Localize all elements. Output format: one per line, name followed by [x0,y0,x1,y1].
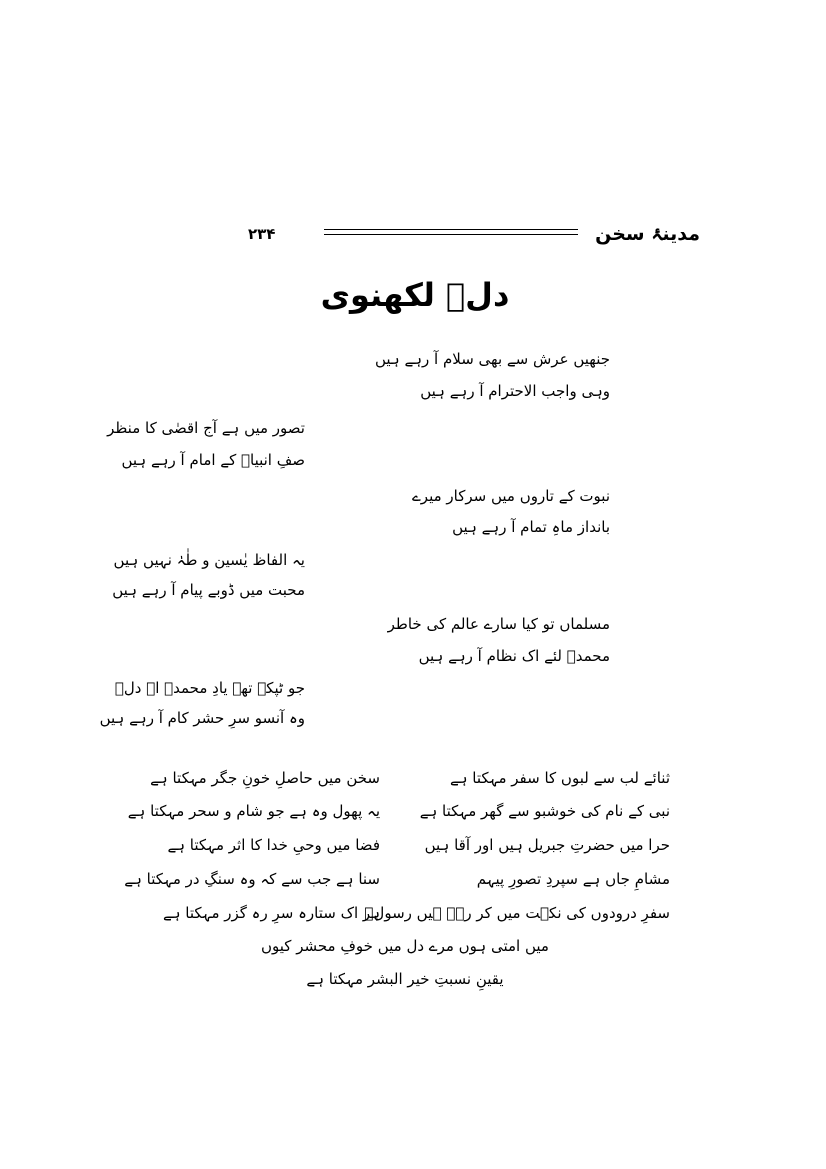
ghazal-couplet-2-line-1: تصور میں ہے آج اقصٰی کا منظر [107,419,305,437]
ghazal-couplet-6-line-2: وہ آنسو سرِ حشر کام آ رہے ہیں [99,709,305,727]
ghazal-couplet-2-line-2: صفِ انبیاؑ کے امام آ رہے ہیں [121,451,305,469]
ghazal-couplet-5-line-1: مسلماں تو کیا سارے عالم کی خاطر [387,615,610,633]
page-number: ۲۳۴ [248,225,276,243]
nazm-line-2-left: یہ پھول وہ ہے جو شام و سحر مہکتا ہے [127,802,380,820]
nazm-line-2-right: نبی کے نام کی خوشبو سے گھر مہکتا ہے [419,802,670,820]
ghazal-couplet-3-line-2: بانداز ماہِ تمام آ رہے ہیں [452,518,610,536]
closing-couplet-line-1: میں امتی ہوں مرے دل میں خوفِ محشر کیوں [261,937,549,955]
ghazal-couplet-4-line-1: یہ الفاظ یٰسین و طٰہٰ نہیں ہیں [113,551,305,569]
nazm-line-3-right: حرا میں حضرتِ جبریل ہیں اور آقا ہیں [424,836,670,854]
ghazal-couplet-5-line-2: محمدؐ لئے اک نظام آ رہے ہیں [418,647,610,665]
running-header-title: مدینۂ سخن [595,223,700,245]
ghazal-couplet-3-line-1: نبوت کے تاروں میں سرکار میرے [412,487,610,505]
nazm-line-4-left: سنا ہے جب سے کہ وہ سنگِ در مہکتا ہے [124,870,380,888]
header-rule-bottom [324,234,578,235]
nazm-line-4-right: مشامِ جاں ہے سپردِ تصورِ پیہم [476,870,670,888]
nazm-line-1-left: سخن میں حاصلِ خونِ جگر مہکتا ہے [150,769,380,787]
nazm-line-5-left: ہر اک ستارہ سرِ رہ گزر مہکتا ہے [162,904,380,922]
poet-name-heading: دلؔ لکھنوی [320,276,510,314]
nazm-line-5-right: سفرِ درودوں کی نکہت میں کر رہے ہیں رسولؐ [364,904,670,922]
ghazal-couplet-6-line-1: جو ٹپکے تھے یادِ محمدؐ اے دلؔ [114,679,305,697]
closing-couplet-line-2: یقینِ نسبتِ خیر البشر مہکتا ہے [306,970,504,988]
nazm-line-3-left: فضا میں وحیِ خدا کا اثر مہکتا ہے [167,836,380,854]
ghazal-couplet-1-line-2: وہی واجب الاحترام آ رہے ہیں [420,382,610,400]
nazm-line-1-right: ثنائے لب سے لبوں کا سفر مہکتا ہے [449,769,670,787]
ghazal-couplet-4-line-2: محبت میں ڈوبے پیام آ رہے ہیں [112,581,305,599]
ghazal-couplet-1-line-1: جنھیں عرش سے بھی سلام آ رہے ہیں [374,350,610,368]
header-rule-top [324,229,578,230]
